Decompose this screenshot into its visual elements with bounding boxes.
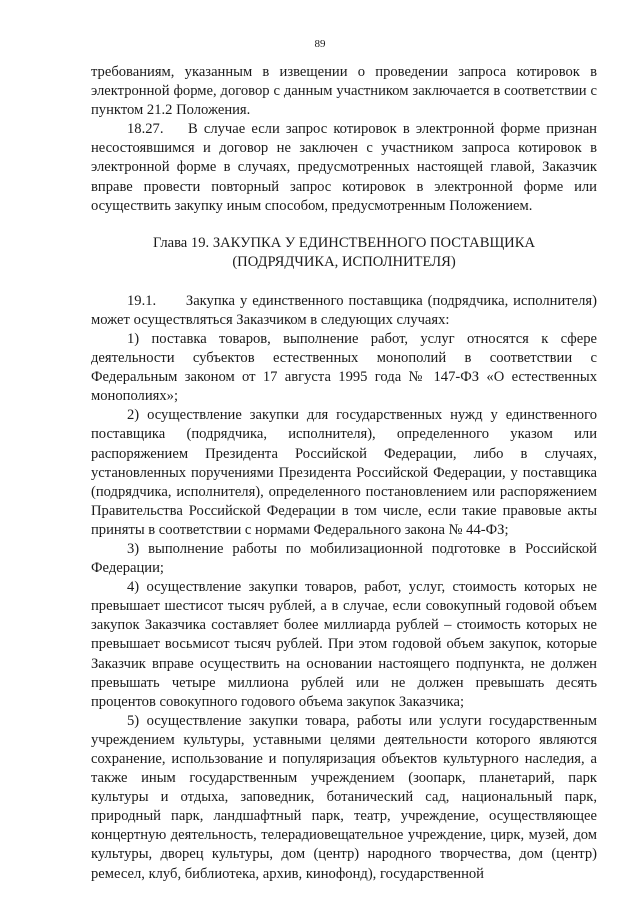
paragraph-19-1: 19.1. Закупка у единственного поставщика (подрядчика, исполнителя) может осуществляться Заказчиком в следующих случаях:	[91, 292, 597, 328]
list-item-3: 3) выполнение работы по мобилизационной подготовке в Российской Федерации;	[91, 540, 597, 577]
list-item-4: 4) осуществление закупки товаров, работ, услуг, стоимость которых не превышает шестисот тысяч рублей, а в случае, если совокупный годовой объем закупок Заказчика составляет более миллиарда рублей – стоимость которых не превышает восьмисот тысяч рублей. При этом годовой объем закупок, которые Заказчик вправе осуществить на основании настоящего подпункта, не должен превышать четыре миллиона рублей или не должен превышать десять процентов совокупного годового объема закупок Заказчика;	[91, 579, 597, 710]
list-item-5: 5) осуществление закупки товара, работы или услуги государственным учреждением культуры, уставными целями деятельности которого являются сохранение, использование и популяризация объектов культурного наследия, а также иным государственным учреждением (зоопарк, планетарий, парк культуры и отдыха, заповедник, ботанический сад, национальный парк, природный парк, ландшафтный парк, театр, учреждение, осуществляющее концертную деятельность, телерадиовещательное учреждение, цирк, музей, дом культуры, дворец культуры, дом (центр) народного творчества, дом (центр) ремесел, клуб, библиотека, архив, кинофонд), государственной	[91, 712, 597, 882]
chapter-heading	[91, 234, 597, 272]
page-number: 89	[314, 38, 326, 50]
chapter-title-line2: (ПОДРЯДЧИКА, ИСПОЛНИТЕЛЯ)	[232, 253, 456, 270]
paragraph-18-27: 18.27. В случае если запрос котировок в электронной форме признан несостоявшимся и договор не заключен с участником запроса котировок в электронной форме в случаях, предусмотренных настоящей главой, Заказчик вправе провести повторный запрос котировок в электронной форме или осуществить закупку иным способом, предусмотренным Положением.	[91, 121, 597, 214]
chapter-title-line1: Глава 19. ЗАКУПКА У ЕДИНСТВЕННОГО ПОСТАВЩИКА	[153, 234, 535, 251]
list-item-2: 2) осуществление закупки для государственных нужд у единственного поставщика (подрядчика, исполнителя), определенного указом или распоряжением Президента Российской Федерации, либо в случаях, установленных поручениями Президента Российской Федерации, у поставщика (подрядчика, исполнителя), определенного постановлением или распоряжением Правительства Российской Федерации в том числе, если такие правовые акты приняты в соответствии с нормами Федерального закона № 44-ФЗ;	[91, 407, 597, 538]
list-item-1: 1) поставка товаров, выполнение работ, услуг относятся к сфере деятельности субъектов естественных монополий в соответствии с Федеральным законом от 17 августа 1995 года № 147-ФЗ «О естественных монополиях»;	[91, 330, 597, 405]
document-body	[91, 63, 597, 884]
paragraph-continuation: требованиям, указанным в извещении о проведении запроса котировок в электронной форме, договор с данным участником заключается в соответствии с пунктом 21.2 Положения.	[91, 64, 597, 119]
